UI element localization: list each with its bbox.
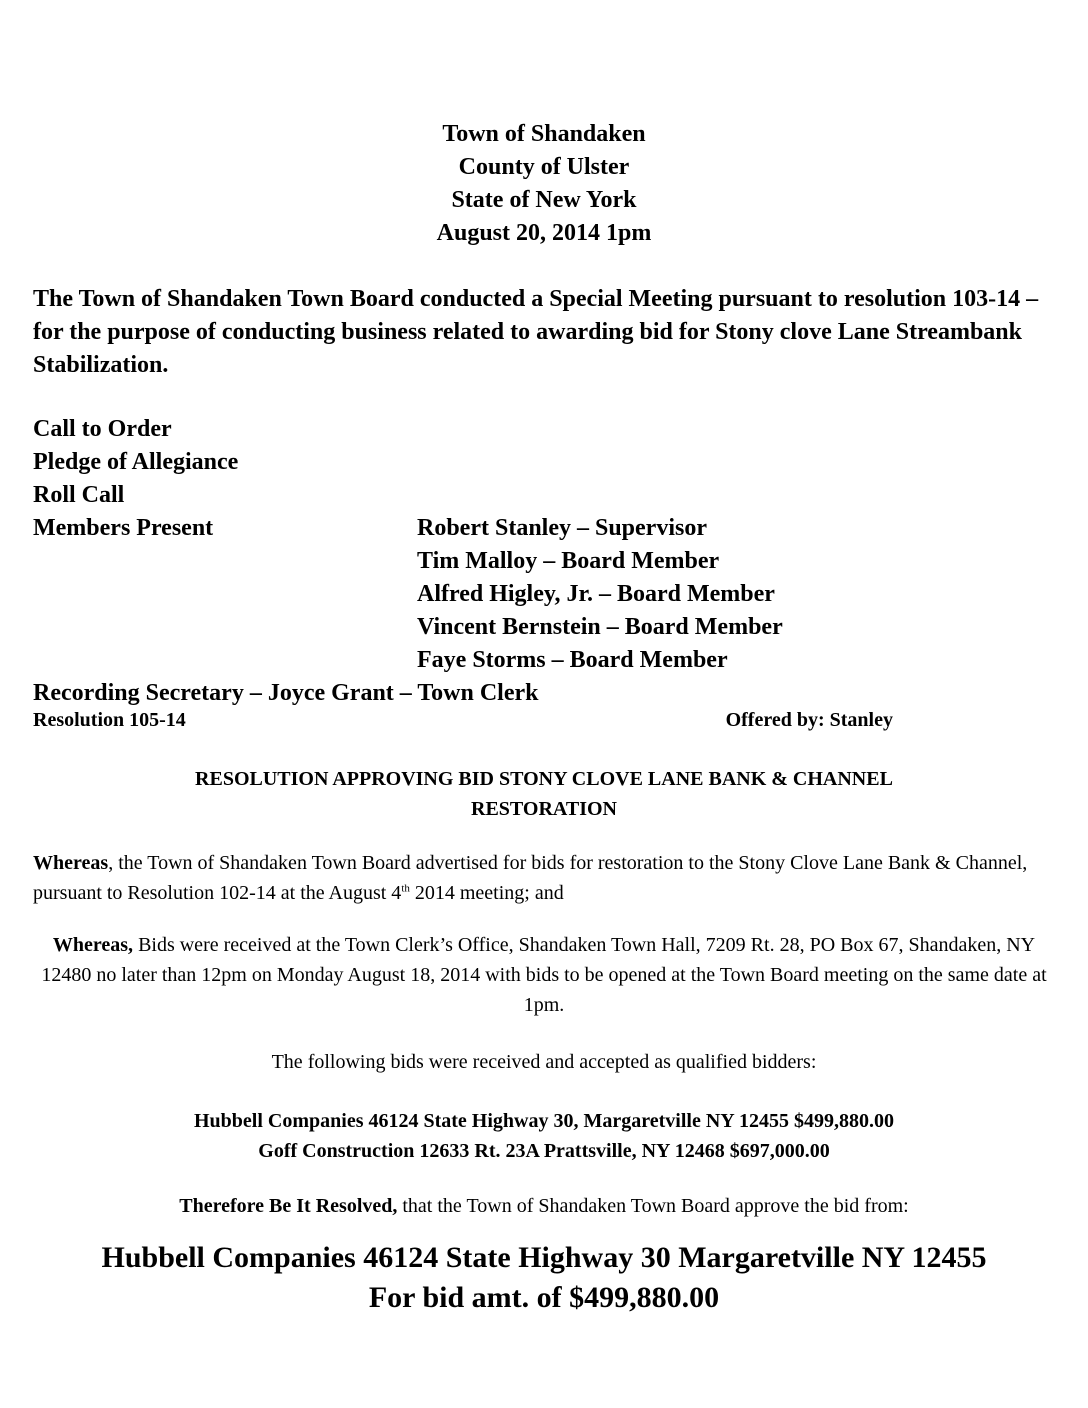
whereas-paragraph-2 <box>30 930 1058 1020</box>
agenda-pledge: Pledge of Allegiance <box>33 449 239 475</box>
agenda-roll-call: Roll Call <box>33 482 125 508</box>
whereas-text: Bids were received at the Town Clerk’s Office, Shandaken Town Hall, 7209 Rt. 28, PO Box 67, Shandaken, NY 12480 no later than 12pm on Monday August 18, 2014 with bids to be opened at the Town Board meeting on the same date at 1pm. <box>41 934 1047 1016</box>
whereas-label: Whereas <box>33 852 109 874</box>
member-name: Vincent Bernstein – Board Member <box>417 614 783 640</box>
whereas-label: Whereas, <box>52 934 134 956</box>
header-date: August 20, 2014 1pm <box>436 220 652 246</box>
resolved-text: that the Town of Shandaken Town Board approve the bid from: <box>397 1195 909 1217</box>
member-name: Faye Storms – Board Member <box>417 647 728 673</box>
whereas-text: , the Town of Shandaken Town Board advertised for bids for restoration to the Stony Clove Lane Bank & Channel, pursuant to Resolution 102-14 at the August 4 <box>33 852 1028 904</box>
resolution-number: Resolution 105-14 <box>33 709 186 731</box>
resolution-line <box>33 708 893 732</box>
header-state: State of New York <box>451 187 637 213</box>
resolution-title <box>0 764 1088 824</box>
award-bidder: Hubbell Companies 46124 State Highway 30 Margaretville NY 12455 <box>101 1241 987 1274</box>
bids-intro: The following bids were received and accepted as qualified bidders: <box>271 1051 817 1073</box>
bids-list <box>0 1106 1088 1166</box>
header-county: County of Ulster <box>458 154 630 180</box>
members-present-label: Members Present <box>33 515 214 541</box>
member-name: Robert Stanley – Supervisor <box>417 515 707 541</box>
agenda <box>33 413 1053 710</box>
header-town: Town of Shandaken <box>442 121 646 147</box>
member-name: Tim Malloy – Board Member <box>417 548 720 574</box>
recording-secretary: Recording Secretary – Joyce Grant – Town Clerk <box>33 680 539 706</box>
meeting-intro: The Town of Shandaken Town Board conducted a Special Meeting pursuant to resolution 103-14 – for the purpose of conducting business related to awarding bid for Stony clove Lane Streambank Stabilization. <box>33 286 1039 378</box>
bid-entry: Goff Construction 12633 Rt. 23A Prattsville, NY 12468 $697,000.00 <box>258 1140 830 1162</box>
award-amount: For bid amt. of $499,880.00 <box>368 1281 720 1314</box>
resolved-paragraph <box>0 1191 1088 1221</box>
ordinal-suffix: th <box>401 882 410 895</box>
resolved-label: Therefore Be It Resolved, <box>179 1195 398 1217</box>
award-statement <box>0 1238 1088 1318</box>
whereas-paragraph-1 <box>33 848 1053 908</box>
whereas-text: 2014 meeting; and <box>409 882 564 904</box>
offered-by: Offered by: Stanley <box>725 709 893 731</box>
resolution-title-line: RESOLUTION APPROVING BID STONY CLOVE LANE BANK & CHANNEL <box>195 768 893 790</box>
member-name: Alfred Higley, Jr. – Board Member <box>417 581 775 607</box>
agenda-call-to-order: Call to Order <box>33 416 172 442</box>
resolution-title-line: RESTORATION <box>471 798 617 820</box>
document-header <box>0 118 1088 250</box>
bid-entry: Hubbell Companies 46124 State Highway 30, Margaretville NY 12455 $499,880.00 <box>194 1110 894 1132</box>
